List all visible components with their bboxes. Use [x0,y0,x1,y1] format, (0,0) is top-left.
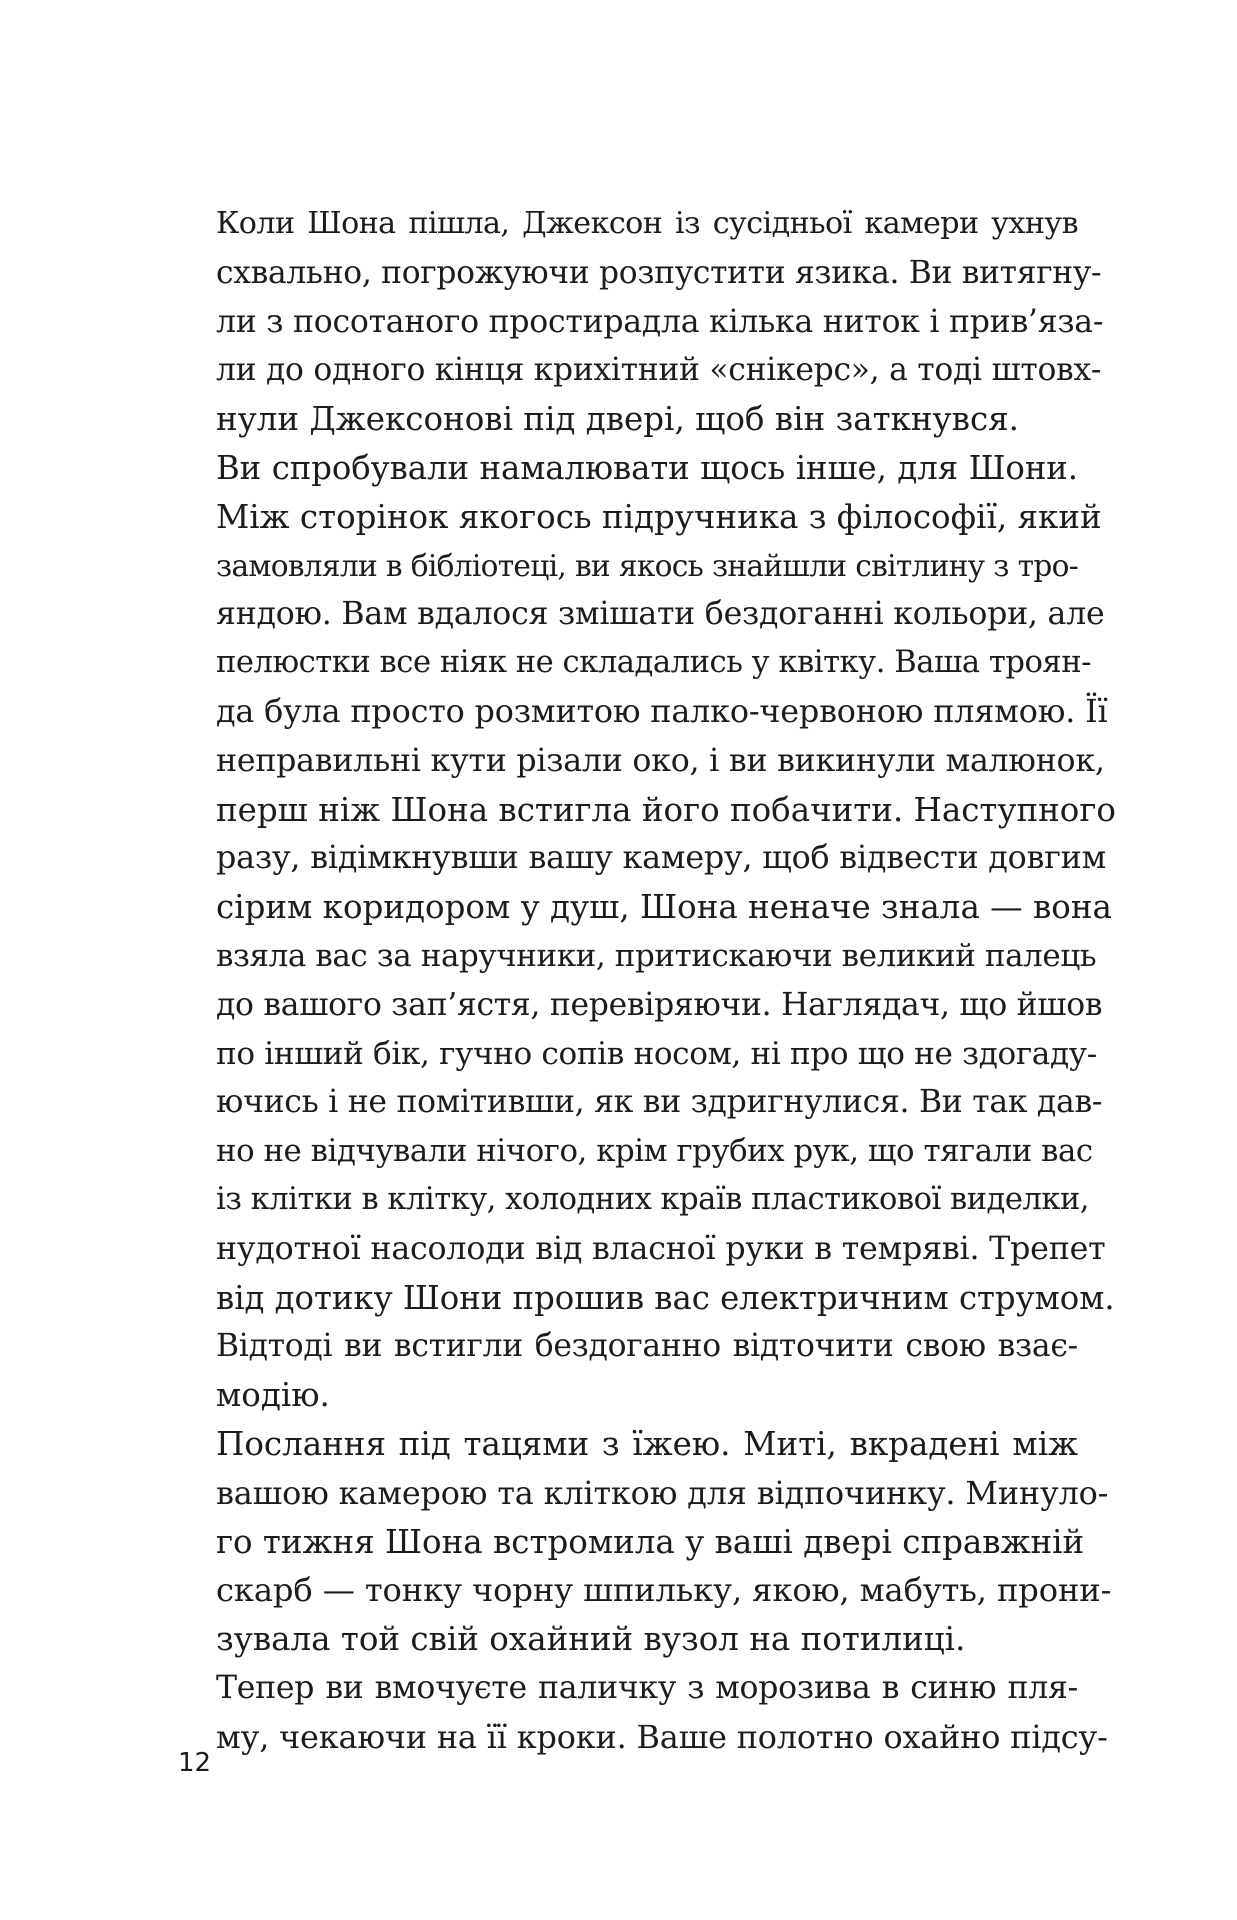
paragraph [178,1664,1108,1762]
text-line: Відтоді ви встигли бездоганно відточити свою взає- [216,1328,1078,1365]
text-line: разу, відімкнувши вашу камеру, щоб відвести довгим [216,840,1107,877]
text-line: перш ніж Шона встигла його побачити. Наступного [216,790,1116,829]
text-line: із клітки в клітку, холодних країв пластикової виделки, [216,1181,1090,1217]
text-line: зувала той свій охайний вузол на потилиці. [216,1620,966,1659]
text-line: ли з посотаного простирадла кілька ниток і прив’яза- [216,303,1104,340]
text-line: пелюстки все ніяк не складались у квітку. Ваша троян- [216,645,1092,681]
text-line: від дотику Шони прошив вас електричним струмом. [216,1278,1115,1317]
paragraph [178,200,1104,444]
text-line: взяла вас за наручники, притискаючи великий палець [216,937,1097,974]
text-line: нули Джексонові під двері, щоб він заткнувся. [216,400,1019,439]
text-line: до вашого зап’ястя, перевіряючи. Наглядач, що йшов [216,986,1103,1023]
text-line: Послання під тацями з їжею. Миті, вкрадені між [216,1424,1078,1463]
text-line: неправильні кути різали око, і ви викинули малюнок, [216,742,1105,779]
text-line: Тепер ви вмочуєте паличку з морозива в синю пля- [216,1669,1078,1706]
paragraph [178,444,1116,1322]
text-line: но не відчували нічого, крім грубих рук, що тягали вас [216,1133,1093,1170]
text-line: схвально, погрожуючи розпустити язика. Ви витягну- [216,254,1102,291]
text-line: Коли Шона пішла, Джексон із сусідньої камери ухнув [216,206,1078,241]
body-text [178,200,1116,1762]
text-line: яндою. Вам вдалося змішати бездоганні кольори, але [216,596,1105,633]
text-line: вашою камерою та кліткою для відпочинку. Минуло- [216,1473,1109,1512]
text-line: модію. [216,1376,330,1415]
text-line: скарб — тонку чорну шпильку, якою, мабуть, прони- [216,1571,1112,1610]
text-line: Ви спробували намалювати щось інше, для Шони. [216,448,1078,487]
text-line: сірим коридором у душ, Шона неначе знала — вона [216,888,1112,927]
text-line: го тижня Шона встромила у ваші двері справжній [216,1522,1085,1561]
text-line: ли до одного кінця крихітний «снікерс», а тоді штовх- [216,352,1102,389]
text-line: Між сторінок якогось підручника з філософії, який [216,497,1102,536]
text-line: ючись і не помітивши, як ви здригнулися. Ви так дав- [216,1084,1103,1121]
text-line: по інший бік, гучно сопів носом, ні про що не здогаду- [216,1035,1097,1072]
page-number: 12 [178,1748,212,1778]
text-line: му, чекаючи на її кроки. Ваше полотно охайно підсу- [216,1717,1108,1756]
paragraph [178,1420,1112,1664]
text-line: нудотної насолоди від власної руки в темряві. Трепет [216,1230,1106,1267]
text-line: да була просто розмитою палко-червоною плямою. Її [216,692,1108,730]
text-line: замовляли в бібліотеці, ви якось знайшли світлину з тро- [216,548,1078,583]
paragraph [178,1322,1078,1420]
